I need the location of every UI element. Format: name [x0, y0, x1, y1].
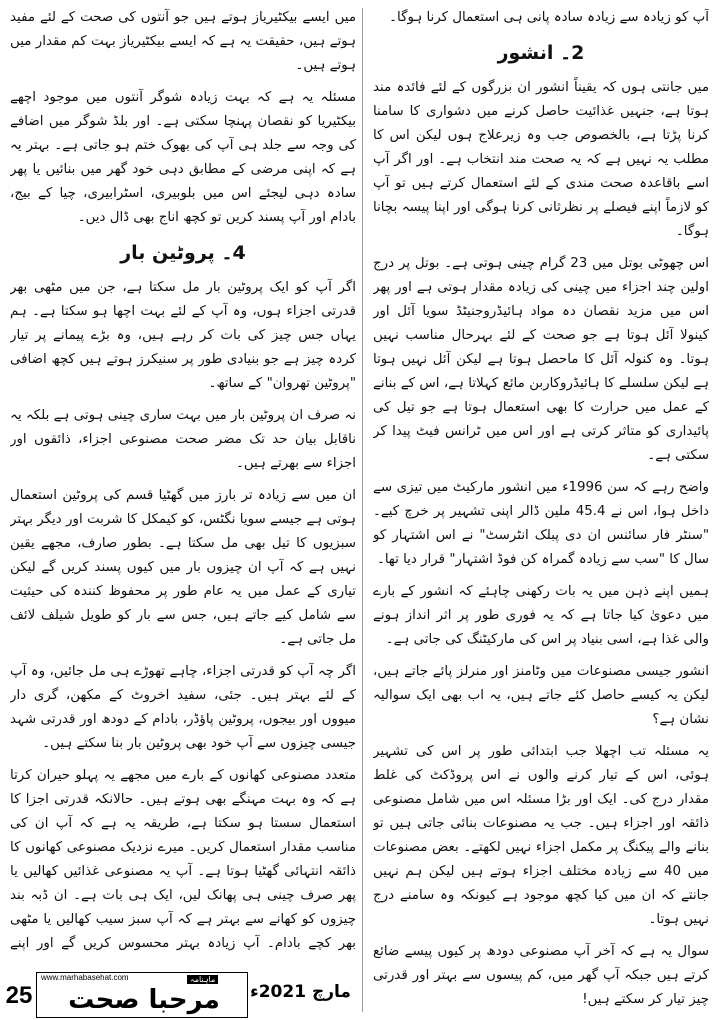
paragraph: واضح رہے کہ سن 1996ء میں انشور مارکیٹ میں تیزی سے داخل ہوا، اس نے 45.4 ملین ڈالر اپنی تشہیر پر خرچ کیے۔ "سنٹر فار سائنس ان دی پبلک انٹرسٹ" نے اس اشتہار کو سال کا "سب سے زیادہ گمراہ کن فوڈ اشتہار" قرار دیا تھا۔: [373, 480, 709, 567]
paragraph: اگر آپ کو ایک پروٹین بار مل سکتا ہے، جن میں مٹھی بھر قدرتی اجزاء ہوں، وہ آپ کے لئے بہت اچھا ہو سکتا ہے۔ ہم یہاں جس چیز کی بات کر رہے ہیں، وہ بڑے پیمانے پر تیار کردہ چیز ہے جو بنیادی طور پر سنیکرز ہوتے ہیں کچھ اضافی "پروٹین تھروان" کے ساتھ۔: [10, 280, 356, 391]
paragraph: ان میں سے زیادہ تر بارز میں گھٹیا قسم کی پروٹین استعمال ہوتی ہے جیسے سویا نگٹس، کو کیمکل کا شربت اور دیگر بہتر سبزیوں کا تیل بھی مل سکتا ہے۔ بطور صارف، مجھے یقین نہیں ہے کہ آپ ان چیزوں بار میں کیوں پسند کریں گے لیکن تیاری کے عمل میں یہ عام طور پر محفوظ کنندہ کی حیثیت سے شامل کیے جاتے ہیں، جس سے بار کو طویل شیلف لائف مل جاتی ہے۔: [10, 488, 356, 647]
column-divider: [362, 8, 363, 1012]
paragraph: انشور جیسی مصنوعات میں وٹامنز اور منرلز پائے جاتے ہیں، لیکن یہ کیسے حاصل کئے جاتے ہیں، یہ اب بھی ایک سوالیہ نشان ہے؟: [373, 664, 709, 727]
page-number: 25: [4, 980, 34, 1012]
issue-date: مارچ 2021ء: [250, 982, 351, 1002]
footer-masthead: [0, 968, 360, 1018]
paragraph: آپ کو زیادہ سے زیادہ سادہ پانی ہی استعمال کرنا ہوگا۔: [389, 10, 709, 25]
paragraph: اگر چہ آپ کو قدرتی اجزاء، چاہے تھوڑے ہی مل جائیں، وہ آپ کے لئے بہتر ہیں۔ جئی، سفید اخروٹ کے مکھن، گری دار میووں اور بیجوں، پروٹین پاؤڈر، بادام کے دودھ اور قدرتی شہد جیسی چیزوں سے آپ خود بھی پروٹین بار بنا سکتے ہیں۔: [10, 664, 356, 751]
paragraph: میں ایسے بیکٹیریاز ہوتے ہیں جو آنتوں کی صحت کے لئے مفید ہوتے ہیں، حقیقت یہ ہے کہ ایسے بیکٹیریاز بہت کم مقدار میں ہوتے ہیں۔: [10, 10, 356, 73]
monthly-badge: ماہنامہ: [187, 975, 218, 984]
paragraph: متعدد مصنوعی کھانوں کے بارے میں مجھے یہ پہلو حیران کرتا ہے کہ وہ بہت مہنگے بھی ہوتے ہیں۔ حالانکہ قدرتی اجزا کا استعمال سستا ہو سکتا ہے، طریقہ یہ ہے کہ آپ ان کی مناسب مقدار استعمال کریں۔ میرے نزدیک مصنوعی کھانوں کا ذائقہ انتہائی گھٹیا ہوتا ہے۔ آپ یہ مصنوعی غذائیں کھالیں یا پھر صرف چینی ہی پھانک لیں، ایک ہی بات ہے۔ ان ڈبہ بند چیزوں کو کھانے سے بہتر ہے کہ آپ سبز سیب کھالیں یا مٹھی بھر کچے بادام۔ آپ زیادہ بہتر محسوس کریں گے اور اپنے: [10, 768, 356, 951]
paragraph: سوال یہ ہے کہ آخر آپ مصنوعی دودھ پر کیوں پیسے ضائع کرتے ہیں جبکہ آپ گھر میں، کم پیسوں سے بہتر اور قدرتی چیز تیار کر سکتے ہیں!: [373, 944, 709, 1007]
right-column: [373, 6, 709, 1016]
paragraph: میں جانتی ہوں کہ یقیناً انشور ان بزرگوں کے لئے فائدہ مند ہوتا ہے، جنہیں غذائیت حاصل کرنے میں دشواری کا سامنا کرنا پڑتا ہے، بالخصوص جب وہ زیرعلاج ہوں لیکن اس کا مطلب یہ نہیں ہے کہ یہ صحت مند انتخاب ہے۔ اور اگر آپ اسے باقاعدہ صحت مندی کے لئے استعمال کرتے ہیں تو آپ کو لازماً اپنے فیصلے پر نظرثانی کرنا ہوگی اور اپنا پیسہ بچانا ہوگا۔: [373, 80, 709, 239]
section-heading-ensure: 2۔ انشور: [497, 42, 585, 64]
paragraph: نہ صرف ان پروٹین بار میں بہت ساری چینی ہوتی ہے بلکہ یہ ناقابل بیان حد تک مضر صحت مصنوعی اجزاء، ذائقوں اور اجزاء سے بھرتے ہیں۔: [10, 408, 356, 471]
paragraph: یہ مسئلہ تب اچھلا جب ابتدائی طور پر اس کی تشہیر ہوئی، اس کے تیار کرنے والوں نے اس پروڈکٹ کی غلط مقدار درج کی۔ ایک اور بڑا مسئلہ اس میں شامل مصنوعی ذائقہ اور اجزاء ہیں۔ جب یہ مصنوعات بنائی جاتی ہیں تو بنانے والے پیکنگ پر مکمل اجزاء نہیں لکھتے۔ بعض مصنوعات میں 40 سے زیادہ مختلف اجزاء ہوتے ہیں لیکن ہم نہیں جانتے کہ ان میں کیا کچھ موجود ہے کیونکہ وہ سامنے درج نہیں ہوتا۔: [373, 744, 709, 927]
brand-logo: [36, 972, 248, 1018]
website-url: www.marhabasehat.com: [41, 973, 129, 982]
paragraph: اس چھوٹی بوتل میں 23 گرام چینی ہوتی ہے۔ بوتل پر درج اولین چند اجزاء میں چینی کی زیادہ مقدار ہوتی ہے اور پھر اس میں مزید نقصان دہ مواد ہائیڈروجنیٹڈ سویا آئل اور کینولا آئل ہوتا ہے جو صحت کے لئے بہرحال مناسب نہیں ہوتا۔ وہ کنولہ آئل کا ماحصل ہوتا ہے لیکن آئل نہیں ہوتا ہے لیکن سلسلے کا ہائیڈروکاربن مائع کہلاتا ہے، اس کے بنانے کے عمل میں حرارت کا بھی استعمال ہوتا ہے جو تیل کی پائیداری کو متاثر کرتی ہے اور اس میں ٹرانس فیٹ پیدا کر سکتی ہے۔: [373, 256, 709, 463]
brand-name: مرحبا صحت: [68, 985, 220, 1015]
left-column: [10, 6, 356, 951]
paragraph: مسئلہ یہ ہے کہ بہت زیادہ شوگر آنتوں میں موجود اچھے بیکٹیریا کو نقصان پہنچا سکتی ہے۔ اور بلڈ شوگر میں اضافے کی وجہ سے جلد ہی آپ کی بھوک ختم ہو جاتی ہے۔ بہتر یہ ہے کہ اپنی مرضی کے مطابق دہی خود گھر میں بنائیں یا پھر سادہ دہی لیجئے اس میں بلوبیری، اسٹرابیری، چیا کے بیج، بادام اور آپ پسند کریں تو کچھ اناج بھی ڈال دیں۔: [10, 90, 356, 225]
paragraph: ہمیں اپنے ذہن میں یہ بات رکھنی چاہئے کہ انشور کے بارے میں دعویٰ کیا جاتا ہے کہ یہ فوری طور پر اثر انداز ہونے والی غذا ہے، اسی بنیاد پر اس کی مارکیٹنگ کی جاتی ہے۔: [373, 584, 709, 647]
section-heading-protein-bar: 4۔ پروٹین بار: [120, 242, 246, 264]
